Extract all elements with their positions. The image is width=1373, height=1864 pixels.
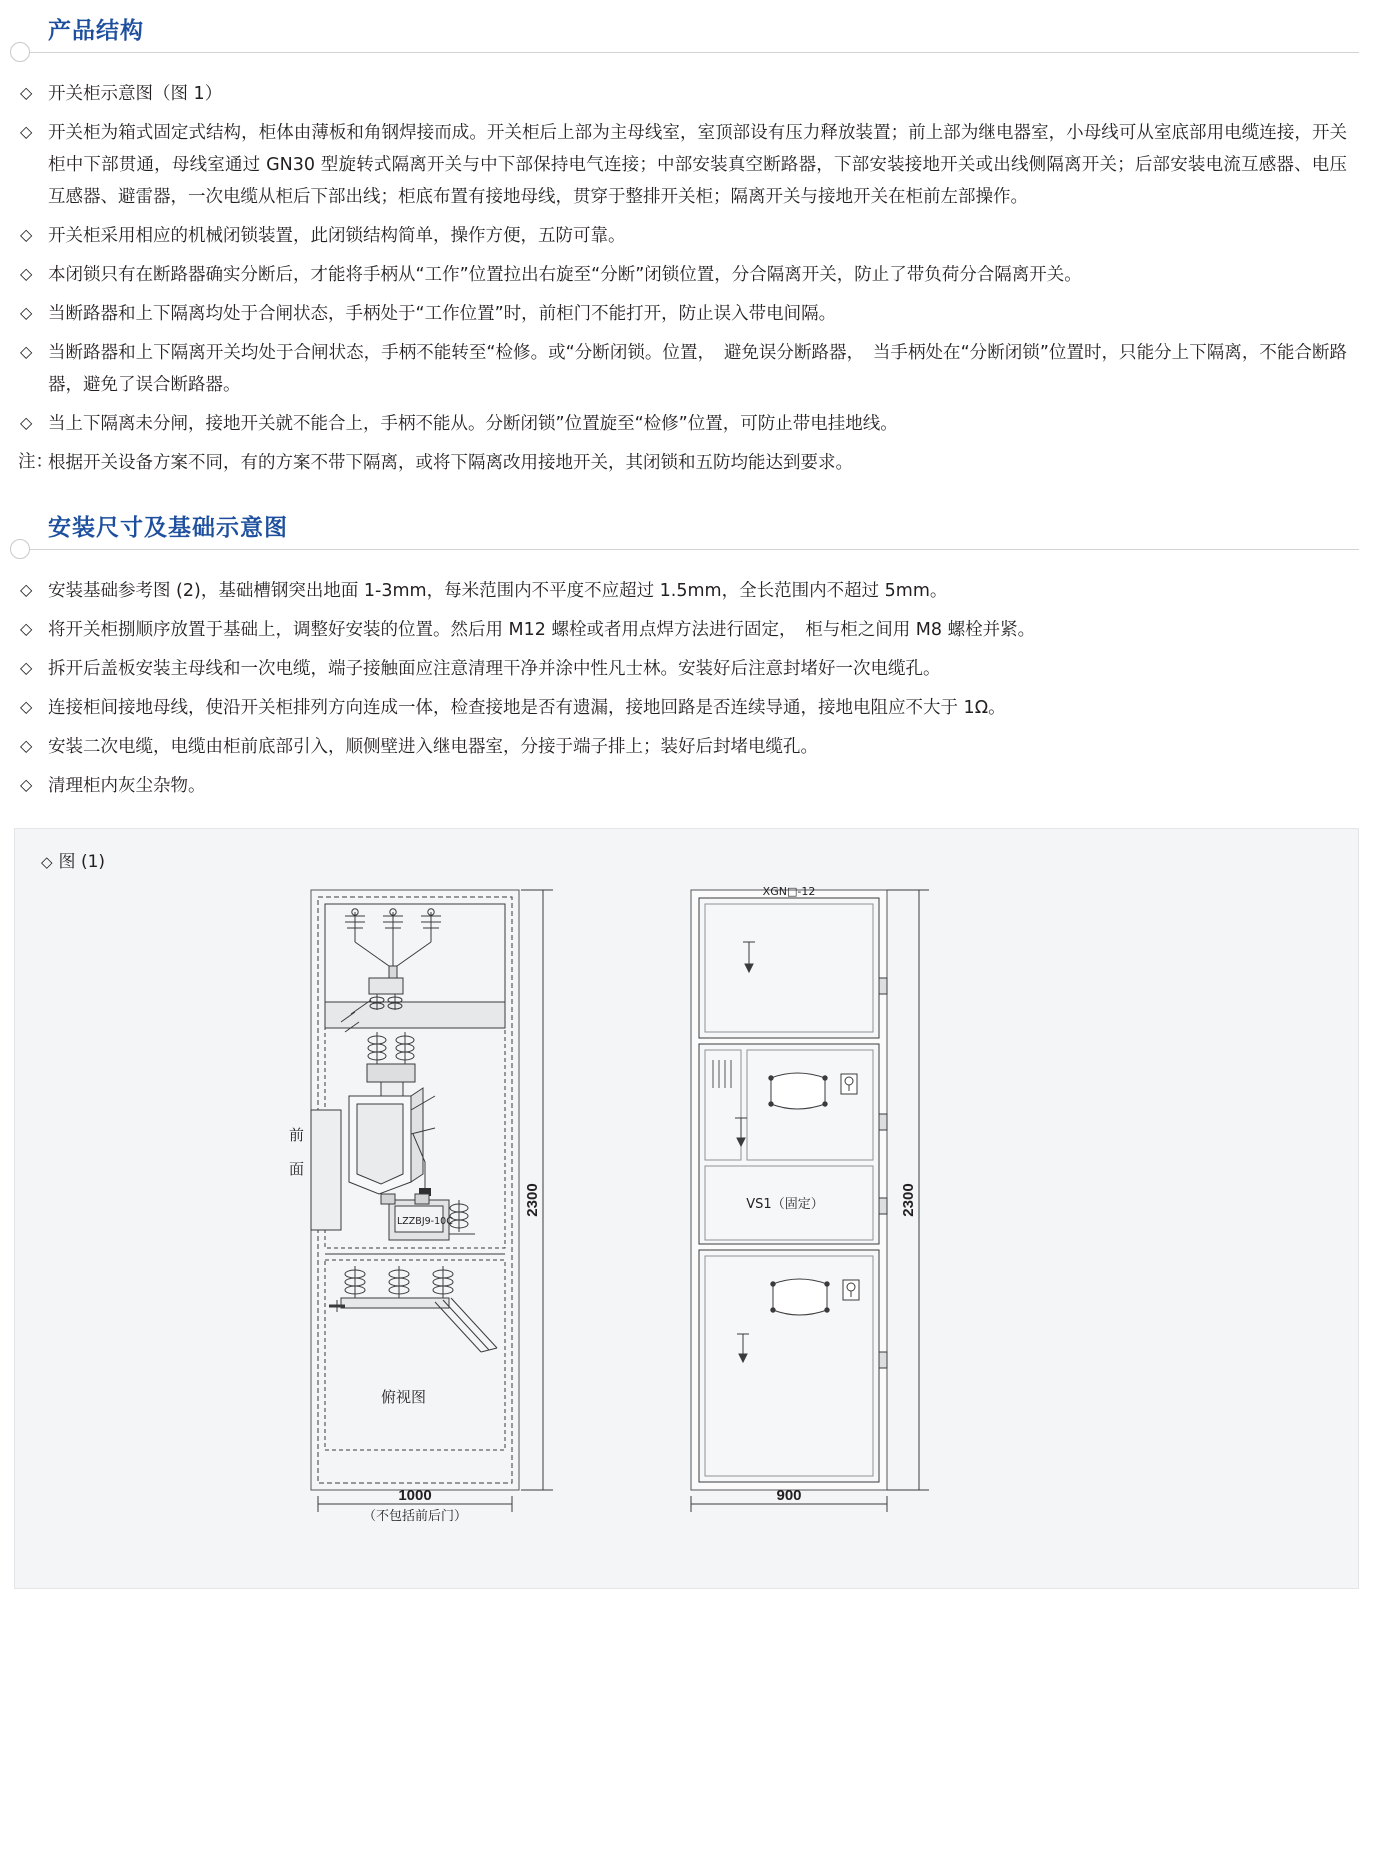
diamond-bullet-icon: ◇ [41, 853, 53, 871]
diamond-bullet-icon: ◇ [20, 415, 33, 432]
model-label: XGN□-12 [762, 885, 816, 898]
width-dimension-left: 1000 [398, 1487, 432, 1504]
inner-label: VS1（固定） [746, 1197, 824, 1212]
list-item [18, 614, 1347, 646]
section-header-install-dimensions [0, 513, 1373, 565]
list-item-text: 拆开后盖板安装主母线和一次电缆，端子接触面应注意清理干净并涂中性凡士林。安装好后注意封堵好一次电缆孔。 [48, 659, 941, 679]
switchgear-section-drawing [285, 882, 575, 1522]
list-item-text: 当断路器和上下隔离均处于合闸状态，手柄处于“工作位置”时，前柜门不能打开，防止误入带电间隔。 [48, 304, 837, 324]
diamond-bullet-icon: ◇ [20, 85, 33, 102]
diamond-bullet-icon: ◇ [20, 738, 33, 755]
list-item [18, 78, 1347, 110]
list-item-text: 开关柜为箱式固定式结构，柜体由薄板和角钢焊接而成。开关柜后上部为主母线室，室顶部设有压力释放装置；前上部为继电器室，小母线可从室底部用电缆连接，开关柜中下部贯通，母线室通过 GN30 型旋转式隔离开关与中下部保持电气连接；中部安装真空断路器，下部安装接地开关或出线侧隔离开关；后部安装电流互感器、电压互感器、避雷器，一次电缆从柜后下部出线；柜底布置有接地母线，贯穿于整排开关柜；隔离开关与接地开关在柜前左部操作。 [48, 123, 1347, 207]
decorative-ring-icon [10, 539, 30, 559]
list-item-text: 安装基础参考图 (2)，基础槽钢突出地面 1-3mm，每米范围内不平度不应超过 1.5mm，全长范围内不超过 5mm。 [48, 581, 948, 601]
header-rule [18, 549, 1359, 550]
figure-panel [14, 828, 1359, 1589]
list-item-text: 当断路器和上下隔离开关均处于合闸状态，手柄不能转至“检修。或“分断闭锁。位置， 避免误分断路器， 当手柄处在“分断闭锁”位置时，只能分上下隔离，不能合断路器，避免了误合断路器。 [48, 343, 1347, 395]
front-label-line1: 前 [289, 1126, 305, 1144]
figure-drawings [15, 872, 1358, 1562]
section-header-product-structure [0, 16, 1373, 68]
list-item-text: 根据开关设备方案不同，有的方案不带下隔离，或将下隔离改用接地开关，其闭锁和五防均能达到要求。 [48, 453, 853, 473]
header-rule [18, 52, 1359, 53]
section-title: 安装尺寸及基础示意图 [48, 513, 300, 543]
list-item-text: 开关柜示意图（图 1） [48, 84, 223, 104]
top-view-label: 俯视图 [381, 1388, 427, 1406]
document-page [0, 16, 1373, 1589]
width-note: （不包括前后门） [362, 1509, 468, 1522]
list-item-text: 当上下隔离未分闸，接地开关就不能合上，手柄不能从。分断闭锁”位置旋至“检修”位置，可防止带电挂地线。 [48, 414, 898, 434]
device-label: LZZBJ9-10C [397, 1216, 453, 1227]
switchgear-front-view-drawing [665, 882, 965, 1522]
list-item-text: 开关柜采用相应的机械闭锁装置，此闭锁结构简单，操作方便，五防可靠。 [48, 226, 626, 246]
diamond-bullet-icon: ◇ [20, 621, 33, 638]
list-item-note [18, 447, 1347, 479]
list-item-text: 本闭锁只有在断路器确实分断后，才能将手柄从“工作”位置拉出右旋至“分断”闭锁位置，分合隔离开关，防止了带负荷分合隔离开关。 [48, 265, 1082, 285]
list-item [18, 220, 1347, 252]
diamond-bullet-icon: ◇ [20, 124, 33, 141]
width-dimension-right: 900 [776, 1487, 802, 1504]
list-item-text: 安装二次电缆，电缆由柜前底部引入，顺侧壁进入继电器室，分接于端子排上；装好后封堵电缆孔。 [48, 737, 818, 757]
diamond-bullet-icon: ◇ [20, 582, 33, 599]
diamond-bullet-icon: ◇ [20, 699, 33, 716]
list-item-text: 连接柜间接地母线，使沿开关柜排列方向连成一体，检查接地是否有遗漏，接地回路是否连续导通，接地电阻应不大于 1Ω。 [48, 698, 1006, 718]
note-label: 注： [18, 452, 53, 472]
decorative-ring-icon [10, 42, 30, 62]
install-dimensions-list [0, 575, 1373, 802]
list-item [18, 770, 1347, 802]
list-item [18, 731, 1347, 763]
diamond-bullet-icon: ◇ [20, 660, 33, 677]
list-item [18, 337, 1347, 401]
list-item [18, 653, 1347, 685]
list-item [18, 117, 1347, 213]
diamond-bullet-icon: ◇ [20, 305, 33, 322]
front-label-line2: 面 [289, 1160, 305, 1178]
figure-caption-text: 图 (1) [58, 852, 106, 872]
diamond-bullet-icon: ◇ [20, 344, 33, 361]
diamond-bullet-icon: ◇ [20, 777, 33, 794]
list-item-text: 清理柜内灰尘杂物。 [48, 776, 206, 796]
list-item [18, 298, 1347, 330]
figure-caption [15, 847, 1358, 872]
height-dimension-right: 2300 [900, 1183, 917, 1217]
diamond-bullet-icon: ◇ [20, 227, 33, 244]
list-item [18, 408, 1347, 440]
height-dimension-left: 2300 [524, 1183, 541, 1217]
list-item-text: 将开关柜捌顺序放置于基础上，调整好安装的位置。然后用 M12 螺栓或者用点焊方法进行固定， 柜与柜之间用 M8 螺栓并紧。 [48, 620, 1036, 640]
diamond-bullet-icon: ◇ [20, 266, 33, 283]
product-structure-list [0, 78, 1373, 479]
list-item [18, 692, 1347, 724]
section-title: 产品结构 [48, 16, 156, 46]
list-item [18, 259, 1347, 291]
list-item [18, 575, 1347, 607]
